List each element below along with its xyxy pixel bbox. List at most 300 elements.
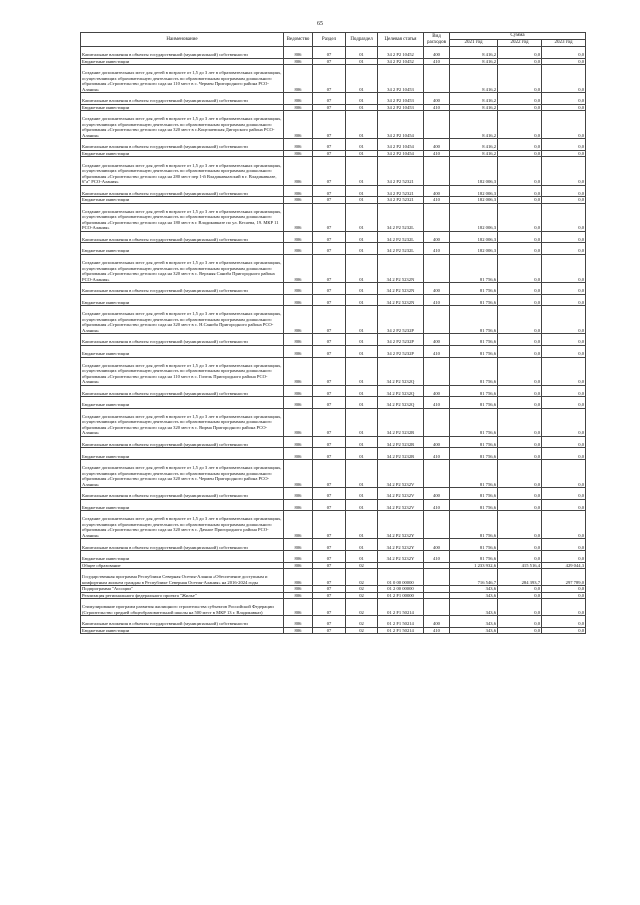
row-name: Бюджетные инвестиции — [81, 448, 284, 460]
table-row — [81, 627, 586, 634]
row-name: Капитальные вложения в объекты государственной (муниципальной) собственности — [81, 47, 284, 59]
row-name: Создание дополнительных мест для детей в возрасте от 1,5 до 3 лет в образовательных организациях, осуществляющих образовательную деятельность по образовательным программам дошкольного образования «Строительство детского сада на 320 мест в с. Вирма Пригородного района РСО-Алания» — [81, 408, 284, 436]
row-expense-type: 400 — [424, 539, 450, 551]
row-sum-2022: 0,0 — [498, 231, 542, 243]
row-section: 07 — [313, 539, 346, 551]
row-sum-2023: 0,0 — [542, 111, 586, 139]
row-sum-2021: 8 416,2 — [450, 65, 498, 93]
row-sum-2023: 0,0 — [542, 231, 586, 243]
row-name: Бюджетные инвестиции — [81, 294, 284, 306]
row-sum-2022: 0,0 — [498, 436, 542, 448]
row-sum-2022: 0,0 — [498, 283, 542, 295]
row-sum-2021: 182 006,3 — [450, 243, 498, 255]
row-sum-2022: 0,0 — [498, 104, 542, 111]
row-sum-2023: 0,0 — [542, 334, 586, 346]
row-name: Создание дополнительных мест для детей в возрасте от 1,5 до 3 лет в образовательных организациях, осуществляющих образовательную деятельность по образовательным программам дошкольного образования «Строительство детского сада на 280 мест пер 1-й Владикавказский в г. Владикавказе, 6"а" РСО-Алания» — [81, 157, 284, 185]
row-sum-2022: 0,0 — [498, 306, 542, 334]
row-section: 07 — [313, 436, 346, 448]
header-name: Наименование — [81, 33, 284, 47]
row-subsection: 01 — [346, 345, 378, 357]
table-row — [81, 397, 586, 409]
row-subsection: 01 — [346, 334, 378, 346]
row-sum-2022: 0,0 — [498, 539, 542, 551]
row-sum-2023: 0,0 — [542, 616, 586, 628]
row-section: 07 — [313, 197, 346, 204]
row-name: Стимулирование программ развития жилищного строительства субъектов Российской Федерации (Строительство средней общеобразовательной школы на 500 мест в МКР 13 г. Владикавказ) — [81, 599, 284, 616]
row-target-article: 34 2 P2 10453 — [378, 93, 424, 105]
row-target-article: 34 2 P2 10452 — [378, 58, 424, 65]
row-expense-type: 400 — [424, 93, 450, 105]
row-name: Бюджетные инвестиции — [81, 58, 284, 65]
row-name: Бюджетные инвестиции — [81, 104, 284, 111]
row-department: 806 — [284, 334, 313, 346]
row-department: 806 — [284, 157, 313, 185]
row-name: Бюджетные инвестиции — [81, 243, 284, 255]
row-name: Капитальные вложения в объекты государственной (муниципальной) собственности — [81, 139, 284, 151]
row-sum-2023: 0,0 — [542, 385, 586, 397]
row-name: Капитальные вложения в объекты государственной (муниципальной) собственности — [81, 93, 284, 105]
row-sum-2023: 0,0 — [542, 460, 586, 488]
row-sum-2021: 81 756,6 — [450, 283, 498, 295]
row-section: 07 — [313, 294, 346, 306]
row-sum-2022: 0,0 — [498, 460, 542, 488]
row-sum-2023: 0,0 — [542, 139, 586, 151]
row-department: 806 — [284, 254, 313, 282]
row-section: 07 — [313, 345, 346, 357]
table-row — [81, 334, 586, 346]
row-expense-type: 410 — [424, 58, 450, 65]
row-expense-type — [424, 306, 450, 334]
row-expense-type: 400 — [424, 436, 450, 448]
row-subsection: 02 — [346, 627, 378, 634]
row-section: 07 — [313, 586, 346, 593]
row-department: 806 — [284, 569, 313, 586]
row-sum-2022: 0,0 — [498, 448, 542, 460]
row-name: Капитальные вложения в объекты государственной (муниципальной) собственности — [81, 616, 284, 628]
row-sum-2023: 0,0 — [542, 627, 586, 634]
row-section: 07 — [313, 551, 346, 563]
row-target-article: 34 2 P2 10454 — [378, 150, 424, 157]
table-row — [81, 569, 586, 586]
row-sum-2023: 0,0 — [542, 150, 586, 157]
row-sum-2021: 1 233 932,6 — [450, 562, 498, 569]
row-expense-type: 400 — [424, 185, 450, 197]
row-target-article: 34 2 P2 5232Q — [378, 357, 424, 385]
row-sum-2022: 0,0 — [498, 385, 542, 397]
row-subsection: 01 — [346, 185, 378, 197]
row-department: 806 — [284, 283, 313, 295]
row-sum-2023: 0,0 — [542, 197, 586, 204]
table-row — [81, 488, 586, 500]
row-section: 07 — [313, 231, 346, 243]
row-sum-2021: 8 416,2 — [450, 104, 498, 111]
row-subsection: 02 — [346, 586, 378, 593]
row-sum-2021: 81 756,6 — [450, 254, 498, 282]
row-expense-type: 400 — [424, 488, 450, 500]
row-sum-2021: 8 416,2 — [450, 111, 498, 139]
row-target-article: 34 2 P2 5232N — [378, 283, 424, 295]
row-subsection: 02 — [346, 599, 378, 616]
row-department: 806 — [284, 294, 313, 306]
row-sum-2022: 0,0 — [498, 357, 542, 385]
row-sum-2023: 0,0 — [542, 345, 586, 357]
row-sum-2023: 0,0 — [542, 157, 586, 185]
row-section: 07 — [313, 139, 346, 151]
row-subsection: 01 — [346, 511, 378, 539]
row-section: 07 — [313, 408, 346, 436]
budget-table — [80, 32, 586, 634]
row-department: 806 — [284, 488, 313, 500]
row-sum-2021: 343,6 — [450, 586, 498, 593]
row-section: 07 — [313, 243, 346, 255]
row-section: 07 — [313, 511, 346, 539]
row-sum-2023: 0,0 — [542, 203, 586, 231]
row-sum-2021: 8 416,2 — [450, 47, 498, 59]
row-sum-2022: 0,0 — [498, 397, 542, 409]
row-subsection: 01 — [346, 408, 378, 436]
row-subsection: 01 — [346, 254, 378, 282]
row-section: 07 — [313, 334, 346, 346]
row-target-article: 34 2 P2 5232P — [378, 345, 424, 357]
row-sum-2022: 0,0 — [498, 185, 542, 197]
row-sum-2021: 8 416,2 — [450, 139, 498, 151]
row-sum-2023: 0,0 — [542, 93, 586, 105]
row-name: Бюджетные инвестиции — [81, 627, 284, 634]
table-row — [81, 203, 586, 231]
row-department: 806 — [284, 203, 313, 231]
row-sum-2023: 0,0 — [542, 294, 586, 306]
row-section: 07 — [313, 157, 346, 185]
row-expense-type — [424, 65, 450, 93]
row-expense-type: 410 — [424, 197, 450, 204]
row-sum-2022: 0,0 — [498, 586, 542, 593]
row-sum-2021: 343,6 — [450, 599, 498, 616]
row-sum-2022: 0,0 — [498, 627, 542, 634]
table-row — [81, 185, 586, 197]
row-section: 07 — [313, 93, 346, 105]
table-row — [81, 539, 586, 551]
row-subsection: 01 — [346, 111, 378, 139]
row-department: 806 — [284, 397, 313, 409]
row-department: 806 — [284, 599, 313, 616]
row-sum-2022: 0,0 — [498, 551, 542, 563]
table-row — [81, 65, 586, 93]
row-sum-2021: 81 756,6 — [450, 334, 498, 346]
row-sum-2022: 0,0 — [498, 488, 542, 500]
row-section: 07 — [313, 499, 346, 511]
row-sum-2021: 182 006,3 — [450, 203, 498, 231]
row-sum-2023: 0,0 — [542, 243, 586, 255]
row-sum-2021: 343,6 — [450, 627, 498, 634]
table-row — [81, 408, 586, 436]
row-department: 806 — [284, 93, 313, 105]
row-name: Капитальные вложения в объекты государственной (муниципальной) собственности — [81, 334, 284, 346]
row-name: Бюджетные инвестиции — [81, 397, 284, 409]
row-subsection: 01 — [346, 551, 378, 563]
row-target-article: 34 2 P2 5232Q — [378, 397, 424, 409]
row-expense-type — [424, 203, 450, 231]
header-sum: Сумма — [450, 33, 586, 40]
row-sum-2023: 0,0 — [542, 599, 586, 616]
row-target-article: 01 2 00 00000 — [378, 586, 424, 593]
row-sum-2021: 182 006,3 — [450, 157, 498, 185]
row-sum-2023: 0,0 — [542, 47, 586, 59]
row-sum-2022: 0,0 — [498, 408, 542, 436]
table-row — [81, 243, 586, 255]
row-sum-2023: 0,0 — [542, 104, 586, 111]
row-name: Подпрограмма "Ассоции" — [81, 586, 284, 593]
row-department: 806 — [284, 627, 313, 634]
row-sum-2022: 0,0 — [498, 599, 542, 616]
row-expense-type: 400 — [424, 139, 450, 151]
row-sum-2021: 343,6 — [450, 592, 498, 599]
row-sum-2023: 0,0 — [542, 436, 586, 448]
row-sum-2023: 0,0 — [542, 397, 586, 409]
row-target-article: 34 2 P2 52321 — [378, 197, 424, 204]
table-row — [81, 231, 586, 243]
row-expense-type — [424, 357, 450, 385]
row-target-article: 34 2 P2 5232N — [378, 294, 424, 306]
row-subsection: 02 — [346, 562, 378, 569]
row-sum-2021: 81 756,6 — [450, 408, 498, 436]
row-department: 806 — [284, 616, 313, 628]
row-department: 806 — [284, 65, 313, 93]
row-sum-2022: 0,0 — [498, 511, 542, 539]
row-subsection: 01 — [346, 283, 378, 295]
row-expense-type: 410 — [424, 243, 450, 255]
row-sum-2022: 0,0 — [498, 334, 542, 346]
row-section: 07 — [313, 47, 346, 59]
row-expense-type — [424, 460, 450, 488]
row-sum-2022: 0,0 — [498, 616, 542, 628]
row-target-article: 34 2 P2 5232P — [378, 306, 424, 334]
row-sum-2021: 8 416,2 — [450, 93, 498, 105]
row-subsection: 01 — [346, 243, 378, 255]
header-year-2021: 2021 год — [450, 40, 498, 47]
row-sum-2021: 81 756,6 — [450, 345, 498, 357]
row-target-article: 34 2 P2 10453 — [378, 104, 424, 111]
row-subsection: 01 — [346, 499, 378, 511]
row-sum-2021: 81 756,6 — [450, 385, 498, 397]
row-section: 07 — [313, 448, 346, 460]
row-department: 806 — [284, 58, 313, 65]
row-sum-2023: 0,0 — [542, 408, 586, 436]
row-subsection: 01 — [346, 448, 378, 460]
row-expense-type — [424, 599, 450, 616]
row-subsection: 01 — [346, 104, 378, 111]
row-section: 07 — [313, 65, 346, 93]
row-name: Бюджетные инвестиции — [81, 551, 284, 563]
row-sum-2022: 0,0 — [498, 65, 542, 93]
row-name: Создание дополнительных мест для детей в возрасте от 1,5 до 3 лет в образовательных организациях, осуществляющих образовательную деятельность по образовательным программам дошкольного образования «Строительство детского сада на 320 мест в с. Верхняя Саниба Пригородного района РСО-Алания» — [81, 254, 284, 282]
row-target-article: 01 2 F1 00000 — [378, 592, 424, 599]
page-number: 65 — [317, 21, 323, 27]
row-sum-2021: 182 006,3 — [450, 197, 498, 204]
row-target-article: 34 2 P2 5232V — [378, 460, 424, 488]
row-sum-2023: 0,0 — [542, 551, 586, 563]
row-section: 07 — [313, 283, 346, 295]
table-row — [81, 436, 586, 448]
row-department: 806 — [284, 139, 313, 151]
row-department: 806 — [284, 357, 313, 385]
row-target-article: 34 2 P2 5232Y — [378, 511, 424, 539]
row-subsection: 01 — [346, 58, 378, 65]
row-target-article: 34 2 P2 5232P — [378, 334, 424, 346]
row-sum-2023: 0,0 — [542, 499, 586, 511]
row-name: Бюджетные инвестиции — [81, 499, 284, 511]
row-section: 07 — [313, 150, 346, 157]
row-department: 806 — [284, 306, 313, 334]
row-subsection: 01 — [346, 150, 378, 157]
row-sum-2023: 0,0 — [542, 65, 586, 93]
row-sum-2022: 0,0 — [498, 150, 542, 157]
row-expense-type: 400 — [424, 231, 450, 243]
row-name: Создание дополнительных мест для детей в возрасте от 1,5 до 3 лет в образовательных организациях, осуществляющих образовательную деятельность по образовательным программам дошкольного образования «Строительство детского сада на 320 мест в с. Дачное Пригородного района РСО-Алания» — [81, 511, 284, 539]
row-target-article: 34 2 P2 5232V — [378, 499, 424, 511]
table-row — [81, 345, 586, 357]
row-name: Капитальные вложения в объекты государственной (муниципальной) собственности — [81, 539, 284, 551]
row-expense-type: 410 — [424, 345, 450, 357]
row-sum-2022: 0,0 — [498, 294, 542, 306]
row-section: 07 — [313, 569, 346, 586]
row-subsection: 01 — [346, 294, 378, 306]
row-expense-type: 400 — [424, 283, 450, 295]
row-sum-2022: 0,0 — [498, 58, 542, 65]
row-sum-2023: 0,0 — [542, 357, 586, 385]
row-department: 806 — [284, 408, 313, 436]
header-year-2022: 2022 год — [498, 40, 542, 47]
row-sum-2022: 0,0 — [498, 47, 542, 59]
row-name: Бюджетные инвестиции — [81, 197, 284, 204]
row-section: 07 — [313, 627, 346, 634]
row-sum-2023: 0,0 — [542, 511, 586, 539]
row-sum-2021: 81 756,6 — [450, 448, 498, 460]
row-section: 07 — [313, 397, 346, 409]
row-sum-2023: 0,0 — [542, 488, 586, 500]
row-section: 07 — [313, 104, 346, 111]
row-sum-2022: 0,0 — [498, 243, 542, 255]
row-sum-2021: 8 416,2 — [450, 58, 498, 65]
table-row — [81, 254, 586, 282]
row-department: 806 — [284, 231, 313, 243]
row-sum-2021: 81 756,6 — [450, 294, 498, 306]
row-department: 806 — [284, 592, 313, 599]
row-name: Капитальные вложения в объекты государственной (муниципальной) собственности — [81, 231, 284, 243]
row-section: 07 — [313, 185, 346, 197]
row-department: 806 — [284, 243, 313, 255]
row-sum-2021: 81 756,6 — [450, 499, 498, 511]
row-department: 806 — [284, 460, 313, 488]
row-expense-type: 410 — [424, 551, 450, 563]
row-expense-type: 410 — [424, 397, 450, 409]
row-subsection: 01 — [346, 65, 378, 93]
row-section: 07 — [313, 111, 346, 139]
row-department: 806 — [284, 436, 313, 448]
row-expense-type — [424, 408, 450, 436]
row-expense-type: 400 — [424, 47, 450, 59]
row-target-article: 34 2 P2 52321 — [378, 185, 424, 197]
row-sum-2021: 81 756,6 — [450, 436, 498, 448]
table-row — [81, 47, 586, 59]
row-section: 07 — [313, 460, 346, 488]
row-name: Создание дополнительных мест для детей в возрасте от 1,5 до 3 лет в образовательных организациях, осуществляющих образовательную деятельность по образовательным программам дошкольного образования «Строительство детского сада на 110 мест в с. Гизель Пригородного района РСО-Алания» — [81, 357, 284, 385]
row-sum-2022: 0,0 — [498, 111, 542, 139]
row-section: 07 — [313, 616, 346, 628]
row-target-article: 34 2 P2 10453 — [378, 65, 424, 93]
row-target-article: 01 2 F1 50214 — [378, 599, 424, 616]
row-target-article: 34 2 P2 5232V — [378, 488, 424, 500]
row-subsection: 01 — [346, 397, 378, 409]
row-sum-2021: 81 756,6 — [450, 460, 498, 488]
row-sum-2022: 0,0 — [498, 93, 542, 105]
table-row — [81, 93, 586, 105]
row-expense-type: 410 — [424, 150, 450, 157]
row-department: 806 — [284, 197, 313, 204]
row-department: 806 — [284, 539, 313, 551]
row-section: 07 — [313, 599, 346, 616]
row-sum-2021: 81 756,6 — [450, 488, 498, 500]
row-department: 806 — [284, 551, 313, 563]
table-row — [81, 357, 586, 385]
row-subsection: 02 — [346, 592, 378, 599]
row-name: Создание дополнительных мест для детей в возрасте от 1,5 до 3 лет в образовательных организациях, осуществляющих образовательную деятельность по образовательным программам дошкольного образования «Строительство детского сада на 110 мест в с. Чермен Пригородного района РСО-Алания» — [81, 65, 284, 93]
row-section: 07 — [313, 357, 346, 385]
row-subsection: 01 — [346, 47, 378, 59]
row-name: Создание дополнительных мест для детей в возрасте от 1,5 до 3 лет в образовательных организациях, осуществляющих образовательную деятельность по образовательным программам дошкольного образования «Строительство детского сада на 320 мест в с. Чермен Пригородного района РСО-Алания» — [81, 460, 284, 488]
row-name: Капитальные вложения в объекты государственной (муниципальной) собственности — [81, 488, 284, 500]
row-department: 806 — [284, 511, 313, 539]
row-department: 806 — [284, 586, 313, 593]
row-name: Капитальные вложения в объекты государственной (муниципальной) собственности — [81, 436, 284, 448]
row-name: Капитальные вложения в объекты государственной (муниципальной) собственности — [81, 283, 284, 295]
row-name: Бюджетные инвестиции — [81, 150, 284, 157]
row-sum-2023: 0,0 — [542, 539, 586, 551]
row-subsection: 01 — [346, 357, 378, 385]
row-subsection: 02 — [346, 569, 378, 586]
row-sum-2022: 0,0 — [498, 197, 542, 204]
row-section: 07 — [313, 592, 346, 599]
row-sum-2023: 0,0 — [542, 185, 586, 197]
row-sum-2021: 8 416,2 — [450, 150, 498, 157]
row-sum-2023: 0,0 — [542, 448, 586, 460]
row-name: Капитальные вложения в объекты государственной (муниципальной) собственности — [81, 185, 284, 197]
row-section: 07 — [313, 254, 346, 282]
row-sum-2022: 0,0 — [498, 157, 542, 185]
header-expense-type: Вид расходов — [424, 33, 450, 47]
row-sum-2023: 0,0 — [542, 586, 586, 593]
row-sum-2022: 0,0 — [498, 254, 542, 282]
row-expense-type — [424, 157, 450, 185]
row-expense-type: 400 — [424, 334, 450, 346]
table-row — [81, 139, 586, 151]
row-target-article: 34 2 P2 10452 — [378, 47, 424, 59]
row-section: 07 — [313, 203, 346, 231]
row-name: Бюджетные инвестиции — [81, 345, 284, 357]
row-sum-2022: 0,0 — [498, 499, 542, 511]
row-department: 806 — [284, 104, 313, 111]
row-sum-2021: 81 756,6 — [450, 551, 498, 563]
row-sum-2023: 0,0 — [542, 592, 586, 599]
row-department: 806 — [284, 345, 313, 357]
row-expense-type: 410 — [424, 104, 450, 111]
row-subsection: 01 — [346, 385, 378, 397]
table-row — [81, 599, 586, 616]
row-sum-2021: 343,6 — [450, 616, 498, 628]
row-sum-2022: 0,0 — [498, 345, 542, 357]
row-subsection: 01 — [346, 197, 378, 204]
row-sum-2021: 81 756,6 — [450, 397, 498, 409]
table-row — [81, 460, 586, 488]
